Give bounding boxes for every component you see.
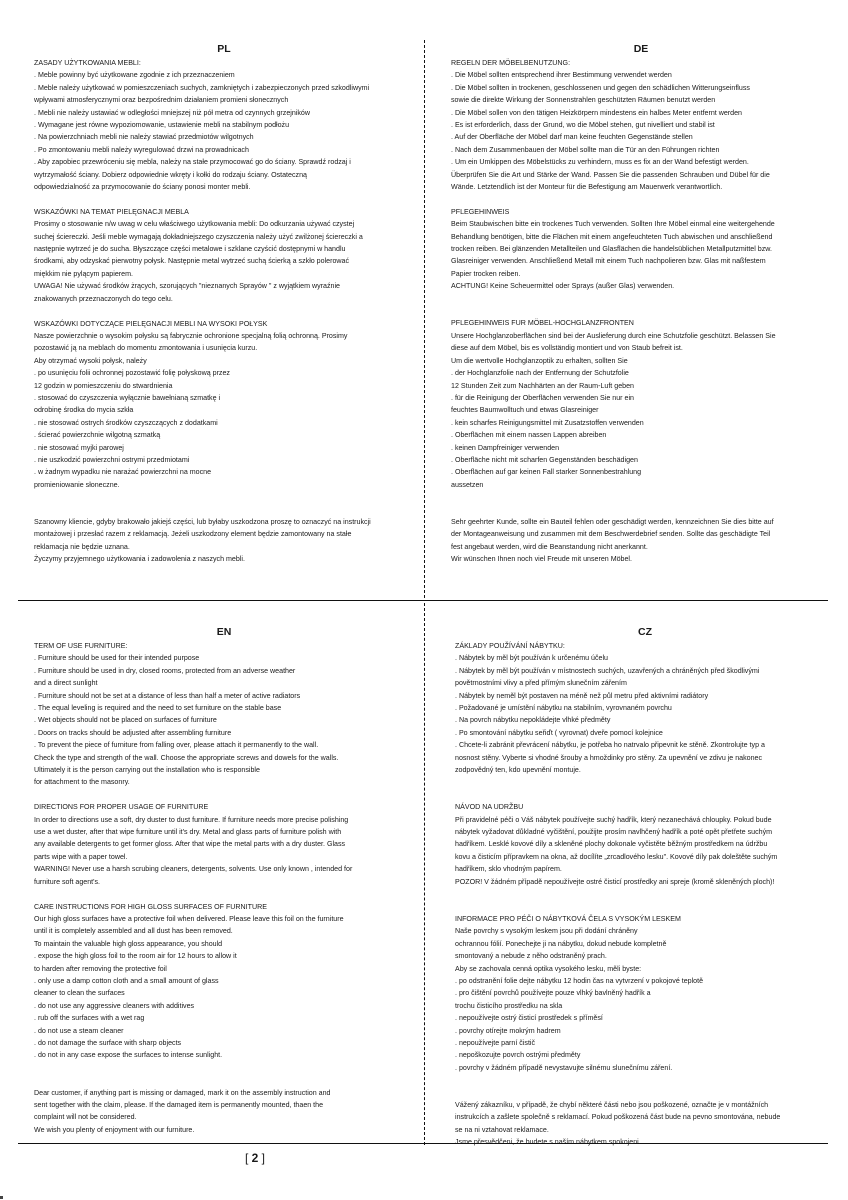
blank-line bbox=[34, 888, 414, 900]
text-line: 12 godzin w pomieszczeniu do stwardnienia bbox=[34, 381, 173, 390]
text-line: Behandlung benötigen, bitte die Flächen mit einem angefeuchteten Tuch abwischen und anschließend bbox=[451, 232, 773, 241]
horizontal-divider-middle bbox=[18, 600, 828, 601]
text-line: zodpovědný ten, kdo upevnění montuje. bbox=[455, 766, 581, 775]
text-line: to harden after removing the protective foil bbox=[34, 964, 167, 973]
text-line: . Meble powinny być użytkowane zgodnie z ich przeznaczeniem bbox=[34, 71, 235, 80]
text-line: instrukcích a zašlete společně s reklamací. Pokud poškozená část bude na pevno smontována, nebude bbox=[455, 1113, 781, 1122]
text-line: Our high gloss surfaces have a protective foil when delivered. Please leave this foil on the furniture bbox=[34, 914, 344, 923]
text-line: PFLEGEHINWEIS bbox=[451, 207, 510, 216]
text-line: for attachment to the masonry. bbox=[34, 778, 130, 787]
text-line: . Mebli nie należy ustawiać w odległości mniejszej niż pół metra od czynnych grzejników bbox=[34, 108, 310, 117]
text-line: Check the type and strength of the wall. Choose the appropriate screws and dowels for the walls. bbox=[34, 753, 339, 762]
blank-line bbox=[455, 1074, 835, 1086]
text-line: TERM OF USE FURNITURE: bbox=[34, 642, 128, 650]
text-line: . nie stosować myjki parowej bbox=[34, 443, 124, 452]
text-line: ZÁKLADY POUŽÍVÁNÍ NÁBYTKU: bbox=[455, 642, 565, 650]
text-line: feuchtes Baumwolltuch und etwas Glasreiniger bbox=[451, 406, 599, 415]
text-line: . povrchy v žádném případě nevystavujte silnému slunečnímu záření. bbox=[455, 1063, 673, 1072]
text-line: . Aby zapobiec przewróceniu się mebla, należy na stałe przymocować go do ściany. Sprawdź rodzaj i bbox=[34, 158, 351, 167]
blank-line bbox=[34, 1074, 414, 1086]
text-line: Beim Staubwischen bitte ein trockenes Tuch verwenden. Sollten Ihre Möbel einmal eine weitergehende bbox=[451, 220, 775, 229]
text-line: ochrannou fólií. Ponechejte ji na nábytku, dokud nebude kompletně bbox=[455, 939, 667, 948]
text-line: . nepoužívejte parní čistič bbox=[455, 1038, 536, 1047]
blank-line bbox=[34, 491, 414, 503]
page-number: [ 2 ] bbox=[244, 1151, 266, 1165]
text-line: Ultimately it is the person carrying out the installation who is responsible bbox=[34, 766, 260, 775]
text-line: To maintain the valuable high gloss appearance, you should bbox=[34, 939, 223, 948]
section-heading: CZ bbox=[638, 626, 652, 638]
text-line: . der Hochglanzfolie nach der Entfernung der Schutzfolie bbox=[451, 369, 629, 378]
text-line: . Auf der Oberfläche der Möbel darf man keine feuchten Gegenstände stellen bbox=[451, 133, 693, 142]
text-line: furniture soft agent's. bbox=[34, 877, 101, 886]
text-line: odpowiedzialność za przymocowanie do ściany ponosi monter mebli. bbox=[34, 183, 251, 192]
text-line: CARE INSTRUCTIONS FOR HIGH GLOSS SURFACES OF FURNITURE bbox=[34, 902, 267, 911]
text-line: . Nábytek by měl být používán v místnostech suchých, uzavřených a chráněných před škodlivými bbox=[455, 666, 760, 675]
text-line: . do not use any aggressive cleaners with additives bbox=[34, 1001, 195, 1010]
blank-line bbox=[451, 193, 831, 205]
blank-line bbox=[455, 789, 835, 801]
text-line: Überprüfen Sie die Art und Stärke der Wand. Passen Sie die passenden Schrauben und Dübel für die bbox=[451, 170, 770, 179]
text-line: następnie wytrzeć je do sucha. Błyszczące części metalowe i szklane czyścić dostępnymi w handlu bbox=[34, 245, 346, 254]
text-line: se na ni vztahovat reklamace. bbox=[455, 1125, 549, 1134]
text-line: . Die Möbel sollen von den tätigen Heizkörpern mindestens ein halbes Meter entfernt werden bbox=[451, 108, 743, 117]
text-line: Wir wünschen Ihnen noch viel Freude mit unseren Möbel. bbox=[451, 555, 632, 564]
text-line: . nie uszkodzić powierzchni ostrymi przedmiotami bbox=[34, 455, 190, 464]
section-heading: EN bbox=[216, 626, 232, 638]
text-line: REGELN DER MÖBELBENUTZUNG: bbox=[451, 59, 571, 67]
text-line: suchej ściereczki. Jeśli meble wymagają dokładniejszego czyszczenia należy użyć zwilżonej ściereczki a bbox=[34, 232, 363, 241]
section-body bbox=[34, 640, 414, 1136]
text-line: . Wymagane jest równe wypoziomowanie, ustawienie mebli na stabilnym podłożu bbox=[34, 121, 290, 130]
text-line: povětrnostními vlivy a před přímým slunečním zářením bbox=[455, 679, 627, 688]
text-line: . Oberflächen auf gar keinen Fall starker Sonnenbestrahlung bbox=[451, 468, 642, 477]
text-line: UWAGA! Nie używać środków żrących, szorujących "nieznanych Sprayów " z wyjątkiem wyraźnie bbox=[34, 282, 340, 291]
text-line: WSKAZÓWKI DOTYCZĄCE PIELĘGNACJI MEBLI NA WYSOKI POŁYSK bbox=[34, 319, 268, 328]
text-line: . Na powierzchniach mebli nie należy stawiać przedmiotów wilgotnych bbox=[34, 133, 254, 142]
text-line: . Oberfläche nicht mit scharfen Gegenständen beschädigen bbox=[451, 455, 638, 464]
blank-line bbox=[455, 1087, 835, 1099]
text-line: promieniowanie słoneczne. bbox=[34, 480, 120, 489]
section-de bbox=[451, 42, 831, 566]
blank-line bbox=[451, 491, 831, 503]
text-line: . Furniture should be used in dry, closed rooms, protected from an adverse weather bbox=[34, 666, 296, 675]
text-line: Wände. Letztendlich ist der Monteur für die Befestigung am Mauerwerk verantwortlich. bbox=[451, 183, 723, 192]
text-line: . rub off the surfaces with a wet rag bbox=[34, 1014, 145, 1023]
text-line: Nasze powierzchnie o wysokim połysku są fabrycznie ochronione specjalną folią ochronną. Prosimy bbox=[34, 331, 348, 340]
corner-mark bbox=[0, 1196, 3, 1199]
text-line: fest angebaut werden, wird die Beanstandung nicht anerkannt. bbox=[451, 542, 648, 551]
text-line: . Po smontování nábytku seřiďt ( vyrovnat) dveře pomocí kolejnice bbox=[455, 728, 663, 737]
text-line: smontovaný a nebude z něho odstraněný prach. bbox=[455, 952, 607, 961]
column-divider-bottom bbox=[424, 603, 425, 1145]
text-line: . Wet objects should not be placed on surfaces of furniture bbox=[34, 716, 217, 725]
blank-line bbox=[455, 776, 835, 788]
text-line: . pro čištění povrchů používejte pouze vlhký bavlněný hadřík a bbox=[455, 989, 651, 998]
text-line: Życzymy przyjemnego użytkowania i zadowolenia z naszych mebli. bbox=[34, 555, 245, 564]
text-line: . für die Reinigung der Oberflächen verwenden Sie nur ein bbox=[451, 393, 634, 402]
section-body bbox=[455, 640, 835, 1149]
text-line: WARNING! Never use a harsh scrubing cleaners, detergents, solvents. Use only known , intended for bbox=[34, 865, 353, 874]
text-line: POZOR! V žádném případě nepoužívejte ostré čisticí prostředky ani spreje (kromě skleněných ploch)! bbox=[455, 877, 775, 886]
text-line: . Nach dem Zusammenbauen der Möbel sollte man die Tür an den Führungen richten bbox=[451, 145, 720, 154]
text-line: . Die Möbel sollten in trockenen, geschlossenen und gegen den schädlichen Witterungseinfluss bbox=[451, 83, 750, 92]
text-line: Dear customer, if anything part is missing or damaged, mark it on the assembly instruction and bbox=[34, 1088, 331, 1097]
text-line: 12 Stunden Zeit zum Nachhärten an der Raum-Luft geben bbox=[451, 381, 634, 390]
section-body bbox=[451, 57, 831, 566]
blank-line bbox=[34, 504, 414, 516]
text-line: . w żadnym wypadku nie narażać powierzchni na mocne bbox=[34, 468, 212, 477]
text-line: . Um ein Umkippen des Möbelstücks zu verhindern, muss es fix an der Wand befestigt werden. bbox=[451, 158, 749, 167]
text-line: Sehr geehrter Kunde, sollte ein Bauteil fehlen oder geschädigt werden, kennzeichnen Sie dies bitte auf bbox=[451, 517, 774, 526]
section-pl bbox=[34, 42, 414, 566]
text-line: . kein scharfes Reinigungsmittel mit Zusatzstoffen verwenden bbox=[451, 418, 644, 427]
blank-line bbox=[34, 789, 414, 801]
text-line: . po usunięciu folii ochronnej pozostawić folię połyskową przez bbox=[34, 369, 230, 378]
text-line: . nepoškozujte povrch ostrými předměty bbox=[455, 1051, 581, 1060]
text-line: der Montageanweisung und zusammen mit dem Beschwerdebrief senden. Sollte das geschädigte Teil bbox=[451, 530, 771, 539]
text-line: . Meble należy użytkować w pomieszczeniach suchych, zamkniętych i zabezpieczonych przed szkodliwymi bbox=[34, 83, 370, 92]
page-number-value: 2 bbox=[251, 1151, 259, 1165]
text-line: Papier trocken reiben. bbox=[451, 269, 521, 278]
section-body bbox=[34, 57, 414, 566]
text-line: nosnost stěny. Vyberte si vhodné šrouby a hmoždinky pro stěny. Za upevnění ve zdivu je nakonec bbox=[455, 753, 763, 762]
text-line: środkami, aby odzyskać pierwotny połysk. Następnie metal wytrzeć suchą ścierką a szkło polerować bbox=[34, 257, 350, 266]
text-line: hadříkem, sklo vhodným papírem. bbox=[455, 865, 562, 874]
text-line: trocken reiben. Bei glänzenden Metallteilen und Glasflächen die handelsüblichen Metallputzmittel bzw. bbox=[451, 245, 772, 254]
text-line: parts wipe with a paper towel. bbox=[34, 852, 128, 861]
text-line: . Furniture should not be set at a distance of less than half a meter of active radiators bbox=[34, 691, 301, 700]
text-line: WSKAZÓWKI NA TEMAT PIELĘGNACJI MEBLA bbox=[34, 207, 189, 216]
text-line: . Požadované je umístění nábytku na stabilním, vyrovnaném povrchu bbox=[455, 704, 672, 713]
text-line: . only use a damp cotton cloth and a small amount of glass bbox=[34, 976, 219, 985]
text-line: odrobinę środka do mycia szkła bbox=[34, 406, 134, 415]
text-line: . povrchy otírejte mokrým hadrem bbox=[455, 1026, 561, 1035]
text-line: PFLEGEHINWEIS FUR MÖBEL-HOCHGLANZFRONTEN bbox=[451, 319, 634, 328]
blank-line bbox=[451, 293, 831, 305]
text-line: complaint will not be considered. bbox=[34, 1113, 137, 1122]
text-line: diese auf dem Möbel, bis es vollständig montiert und von Staub befreit ist. bbox=[451, 344, 683, 353]
text-line: . stosować do czyszczenia wyłącznie bawełnianą szmatkę i bbox=[34, 393, 221, 402]
text-line: . Die Möbel sollten entsprechend ihrer Bestimmung verwendet werden bbox=[451, 71, 672, 80]
text-line: . do not in any case expose the surfaces to intense sunlight. bbox=[34, 1051, 223, 1060]
text-line: Glasreiniger verwenden. Anschließend Metall mit einem Tuch nachpolieren bzw. Glas mit naßfestem bbox=[451, 257, 766, 266]
text-line: Při pravidelné péči o Váš nábytek používejte suchý hadřík, který nezanechává chloupky. Pokud bude bbox=[455, 815, 772, 824]
text-line: . Oberflächen mit einem nassen Lappen abreiben bbox=[451, 431, 607, 440]
text-line: any available detergents to get former gloss. After that wipe the metal parts with a dry duster. Glass bbox=[34, 840, 346, 849]
text-line: INFORMACE PRO PÉČI O NÁBYTKOVÁ ČELA S VYSOKÝM LESKEM bbox=[455, 914, 681, 923]
text-line: pozostawić ją na meblach do momentu zmontowania i usunięcia kurzu. bbox=[34, 344, 258, 353]
text-line: . do not damage the surface with sharp objects bbox=[34, 1038, 182, 1047]
text-line: . nie stosować ostrych środków czyszczących z dodatkami bbox=[34, 418, 218, 427]
text-line: Vážený zákazníku, v případě, že chybí některé části nebo jsou poškozené, označte je v montážních bbox=[455, 1100, 769, 1109]
text-line: wpływami atmosferycznymi oraz bezpośrednim działaniem promieni słonecznych bbox=[34, 96, 289, 105]
blank-line bbox=[34, 193, 414, 205]
text-line: . Es ist erforderlich, dass der Grund, wo die Möbel stehen, gut nivelliert und stabil ist bbox=[451, 121, 715, 130]
text-line: use a wet duster, after that wipe furniture until it's dry. Metal and glass parts of furniture polish with bbox=[34, 828, 342, 837]
text-line: trochu čisticího prostředku na skla bbox=[455, 1001, 563, 1010]
text-line: hadříkem. Lesklé kovové díly a skleněné plochy dokonale vyčistěte běžným prostředkem na údržbu bbox=[455, 840, 768, 849]
text-line: . expose the high gloss foil to the room air for 12 hours to allow it bbox=[34, 952, 237, 961]
text-line: sowie die direkte Wirkung der Sonnenstrahlen geschützten Räumen benutzt werden bbox=[451, 96, 716, 105]
text-line: znakowanych przeznaczonych do tego celu. bbox=[34, 294, 173, 303]
text-line: Jsme přesvědčeni, že budete s naším nábytkem spokojeni. bbox=[455, 1138, 641, 1147]
text-line: . do not use a steam cleaner bbox=[34, 1026, 124, 1035]
section-heading: DE bbox=[633, 43, 649, 55]
text-line: Aby se zachovala cenná optika vysokého lesku, měli byste: bbox=[455, 964, 642, 973]
text-line: In order to directions use a soft, dry duster to dust furniture. If furniture needs more precise polishing bbox=[34, 815, 349, 824]
text-line: miękkim nie pylącym papierem. bbox=[34, 269, 133, 278]
text-line: . Na povrch nábytku nepokládejte vlhké předměty bbox=[455, 716, 611, 725]
blank-line bbox=[34, 1062, 414, 1074]
text-line: . ścierać powierzchnie wilgotną szmatką bbox=[34, 431, 161, 440]
text-line: Szanowny kliencie, gdyby brakowało jakiejś części, lub byłaby uszkodzona proszę to oznaczyć na instrukcji bbox=[34, 517, 371, 526]
text-line: Aby otrzymać wysoki połysk, należy bbox=[34, 356, 147, 365]
text-line: We wish you plenty of enjoyment with our furniture. bbox=[34, 1125, 195, 1134]
text-line: ACHTUNG! Keine Scheuermittel oder Sprays (außer Glas) verwenden. bbox=[451, 282, 675, 291]
section-cz bbox=[455, 625, 835, 1149]
text-line: nábytek vyžadovat důkladné vyčištění, použijte prosím navlhčený hadřík a poté opět přetřete suchým bbox=[455, 828, 773, 837]
text-line: . Chcete-li zabránit převrácení nábytku, je potřeba ho natrvalo připevnit ke stěně. Zkontrolujte typ a bbox=[455, 741, 765, 750]
blank-line bbox=[451, 305, 831, 317]
section-heading: PL bbox=[217, 43, 231, 55]
text-line: . Doors on tracks should be adjusted after assembling furniture bbox=[34, 728, 232, 737]
text-line: . To prevent the piece of furniture from falling over, please attach it permanently to the wall. bbox=[34, 741, 319, 750]
text-line: . The equal leveling is required and the need to set furniture on the stable base bbox=[34, 704, 282, 713]
text-line: reklamacja nie będzie uznana. bbox=[34, 542, 130, 551]
text-line: . po odstranění folie dejte nábytku 12 hodin čas na vytvrzení v pokojové teplotě bbox=[455, 976, 704, 985]
text-line: cleaner to clean the surfaces bbox=[34, 989, 125, 998]
text-line: montażowej i przesłać razem z reklamacją. Jeżeli uszkodzony element będzie zamontowany na stałe bbox=[34, 530, 352, 539]
blank-line bbox=[34, 305, 414, 317]
section-en bbox=[34, 625, 414, 1136]
text-line: until it is completely assembled and all dust has been removed. bbox=[34, 927, 233, 936]
blank-line bbox=[455, 900, 835, 912]
text-line: wytrzymałość ściany. Dobierz odpowiednie wkręty i kołki do rodzaju ściany. Ostateczną bbox=[34, 170, 307, 179]
text-line: kovu a čisticím přípravkem na okna, až docílíte „zrcadlového lesku". Kovové díly pak doleštěte suchým bbox=[455, 852, 778, 861]
text-line: Prosimy o stosowanie n/w uwag w celu właściwego użytkowania mebli: Do odkurzania używać czystej bbox=[34, 220, 355, 229]
text-line: aussetzen bbox=[451, 480, 484, 489]
blank-line bbox=[451, 504, 831, 516]
text-line: . Nábytek by neměl být postaven na méně než půl metru před aktivními radiátory bbox=[455, 691, 709, 700]
text-line: . keinen Dampfreiniger verwenden bbox=[451, 443, 560, 452]
text-line: . Nábytek by měl být používán k určenému účelu bbox=[455, 654, 608, 663]
text-line: Unsere Hochglanzoberflächen sind bei der Auslieferung durch eine Schutzfolie geschützt. Belassen Sie bbox=[451, 331, 776, 340]
text-line: DIRECTIONS FOR PROPER USAGE OF FURNITURE bbox=[34, 803, 209, 812]
text-line: Um die wertvolle Hochglanzoptik zu erhalten, sollten Sie bbox=[451, 356, 628, 365]
text-line: . nepoužívejte ostrý čisticí prostředek s příměsí bbox=[455, 1014, 603, 1023]
text-line: and a direct sunlight bbox=[34, 679, 98, 688]
column-divider-top bbox=[424, 40, 425, 598]
text-line: Naše povrchy s vysokým leskem jsou při dodání chráněny bbox=[455, 927, 638, 936]
text-line: . Po zmontowaniu mebli należy wyregulować drzwi na prowadnicach bbox=[34, 145, 249, 154]
text-line: sent together with the claim, please. If the damaged item is permanently mounted, thaen the bbox=[34, 1100, 324, 1109]
text-line: ZASADY UŻYTKOWANIA MEBLI: bbox=[34, 59, 141, 67]
blank-line bbox=[455, 888, 835, 900]
text-line: . Furniture should be used for their intended purpose bbox=[34, 654, 200, 663]
text-line: NÁVOD NA UDRŽBU bbox=[455, 803, 524, 812]
